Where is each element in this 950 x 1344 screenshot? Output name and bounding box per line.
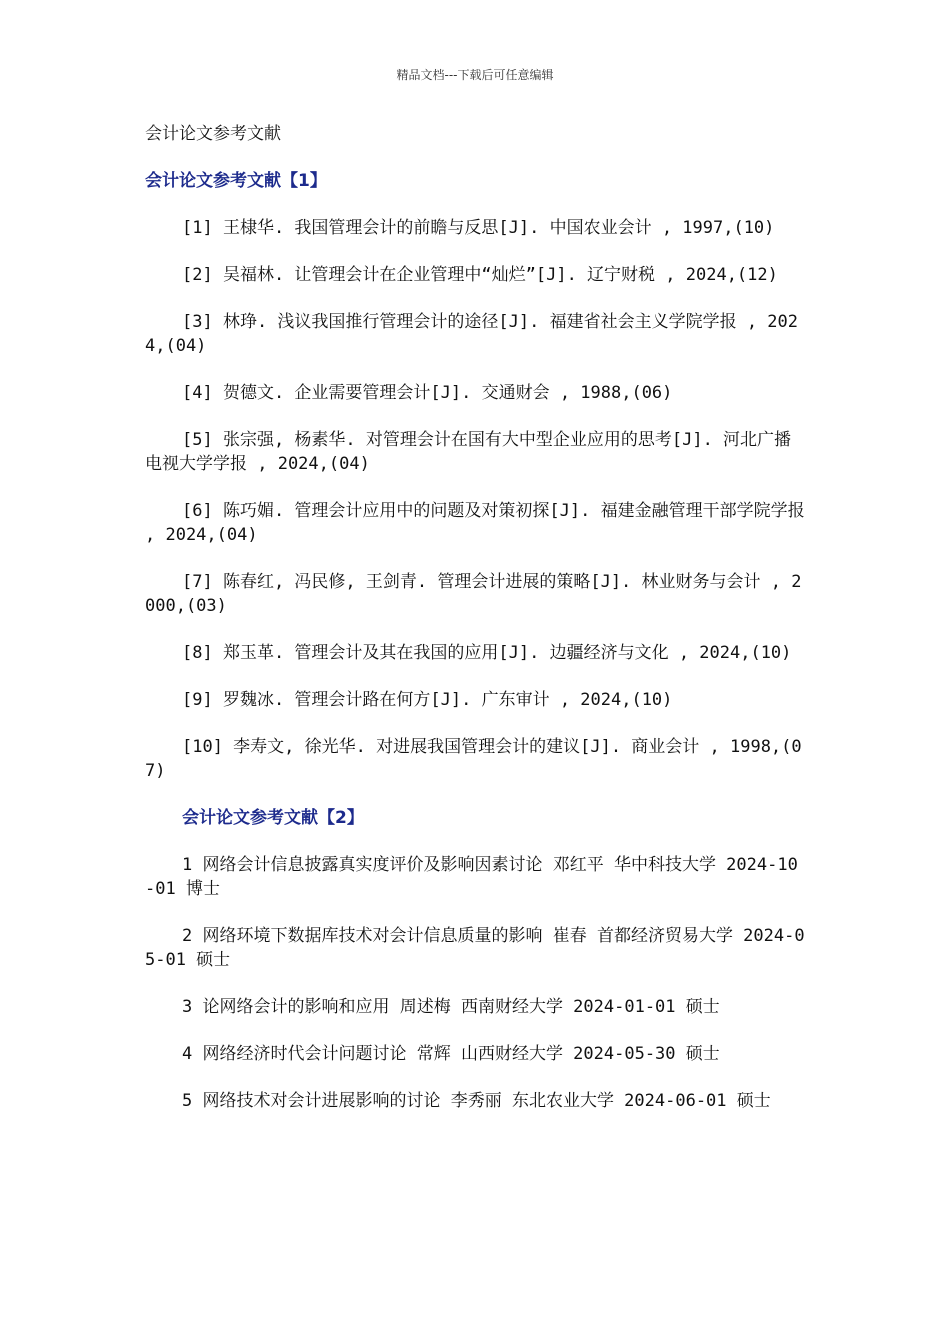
- reference-entry: [9] 罗魏冰. 管理会计路在何方[J]. 广东审计 , 2024,(10): [182, 690, 673, 710]
- document-title: 会计论文参考文献: [145, 124, 281, 144]
- reference-entry: [4] 贺德文. 企业需要管理会计[J]. 交通财会 , 1988,(06): [182, 383, 673, 403]
- document-body: [145, 122, 807, 1136]
- reference-entry: [2] 吴福林. 让管理会计在企业管理中“灿烂”[J]. 辽宁财税 , 2024,(12): [182, 265, 778, 285]
- reference-entry: [3] 林琤. 浅议我国推行管理会计的途径[J]. 福建省社会主义学院学报 , 2024,(04): [145, 312, 798, 356]
- thesis-entry: 1 网络会计信息披露真实度评价及影响因素讨论 邓红平 华中科技大学 2024-10-01 博士: [145, 855, 798, 899]
- reference-entry: [6] 陈巧媚. 管理会计应用中的问题及对策初探[J]. 福建金融管理干部学院学报 , 2024,(04): [145, 501, 805, 545]
- reference-entry: [8] 郑玉革. 管理会计及其在我国的应用[J]. 边疆经济与文化 , 2024,(10): [182, 643, 792, 663]
- page-header-watermark: 精品文档---下载后可任意编辑: [396, 68, 554, 82]
- section-heading-2: 会计论文参考文献【2】: [182, 808, 364, 828]
- thesis-entry: 4 网络经济时代会计问题讨论 常辉 山西财经大学 2024-05-30 硕士: [182, 1044, 720, 1064]
- thesis-entry: 5 网络技术对会计进展影响的讨论 李秀丽 东北农业大学 2024-06-01 硕士: [182, 1091, 771, 1111]
- reference-entry: [7] 陈春红, 冯民修, 王剑青. 管理会计进展的策略[J]. 林业财务与会计 , 2000,(03): [145, 572, 802, 616]
- reference-entry: [1] 王棣华. 我国管理会计的前瞻与反思[J]. 中国农业会计 , 1997,(10): [182, 218, 775, 238]
- reference-entry: [5] 张宗强, 杨素华. 对管理会计在国有大中型企业应用的思考[J]. 河北广播电视大学学报 , 2024,(04): [145, 430, 792, 474]
- section-heading-1: 会计论文参考文献【1】: [145, 171, 327, 191]
- thesis-entry: 2 网络环境下数据库技术对会计信息质量的影响 崔春 首都经济贸易大学 2024-05-01 硕士: [145, 926, 805, 970]
- reference-entry: [10] 李寿文, 徐光华. 对进展我国管理会计的建议[J]. 商业会计 , 1998,(07): [145, 737, 802, 781]
- thesis-entry: 3 论网络会计的影响和应用 周述梅 西南财经大学 2024-01-01 硕士: [182, 997, 720, 1017]
